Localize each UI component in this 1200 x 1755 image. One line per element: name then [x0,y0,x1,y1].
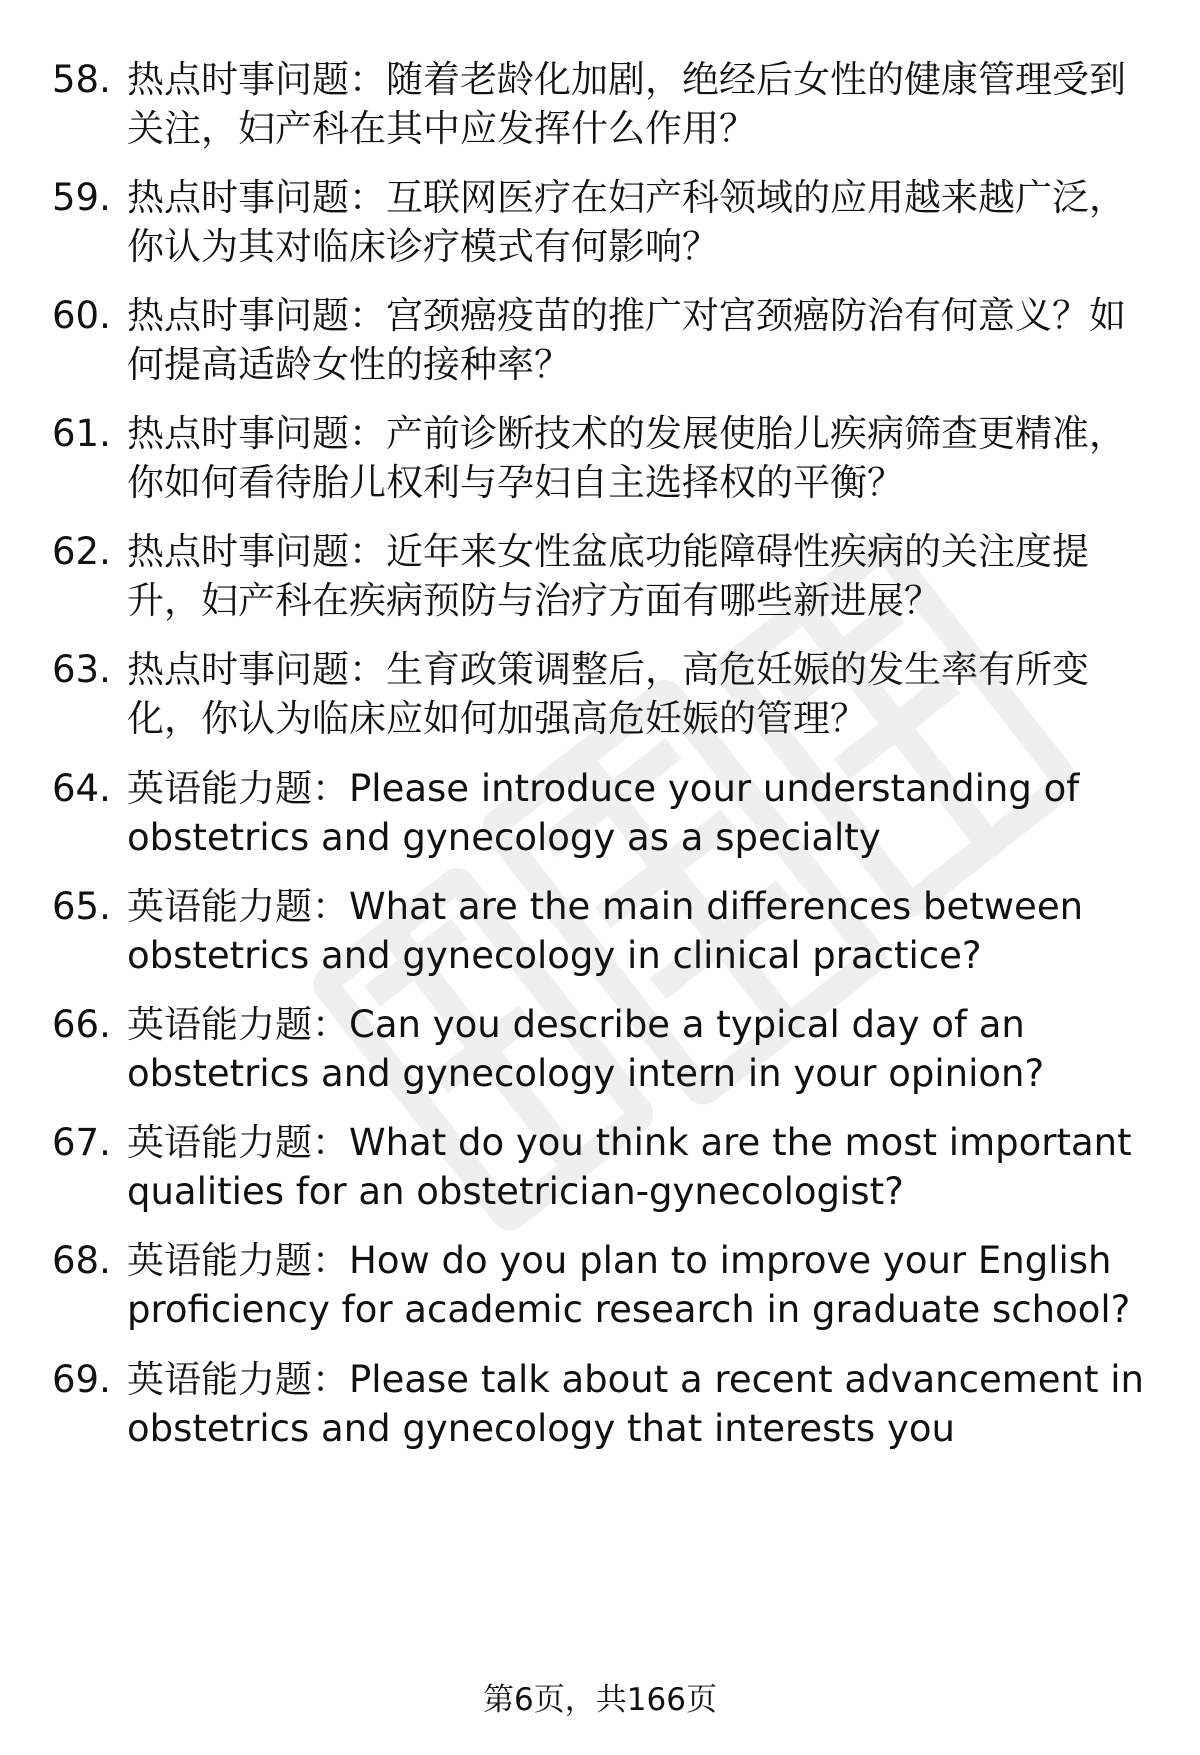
question-number: 64. [52,767,111,810]
question-text: 英语能力题：Please introduce your understanding of obstetrics and gynecology as a specialty [127,767,1080,859]
question-number: 66. [52,1003,111,1046]
question-number: 69. [52,1358,111,1401]
question-item-61 [52,409,1152,507]
question-text: 英语能力题：Can you describe a typical day of an obstetrics and gynecology intern in your opinion? [127,1003,1045,1095]
question-text: 热点时事问题：生育政策调整后，高危妊娠的发生率有所变化，你认为临床应如何加强高危妊娠的管理？ [127,648,1089,740]
question-number: 67. [52,1121,111,1164]
question-item-62 [52,527,1152,625]
question-number: 59. [52,176,111,219]
question-text: 英语能力题：Please talk about a recent advancement in obstetrics and gynecology that interests you [127,1358,1144,1450]
question-text: 热点时事问题：互联网医疗在妇产科领域的应用越来越广泛，你认为其对临床诊疗模式有何影响？ [127,176,1126,268]
question-item-63 [52,645,1152,743]
question-item-59 [52,173,1152,271]
page-number-footer: 第6页，共166页 [483,1682,717,1718]
question-item-65 [52,882,1152,980]
question-item-64 [52,764,1152,862]
question-item-68 [52,1236,1152,1334]
question-number: 63. [52,648,111,691]
question-item-58 [52,55,1152,153]
question-text: 热点时事问题：产前诊断技术的发展使胎儿疾病筛查更精准，你如何看待胎儿权利与孕妇自主选择权的平衡？ [127,412,1126,504]
question-item-60 [52,291,1152,389]
question-text: 英语能力题：How do you plan to improve your English proficiency for academic research in graduate school? [127,1239,1131,1331]
question-number: 60. [52,294,111,337]
question-number: 61. [52,412,111,455]
question-number: 68. [52,1239,111,1282]
question-text: 英语能力题：What are the main differences between obstetrics and gynecology in clinical practice? [127,885,1084,977]
question-text: 热点时事问题：随着老龄化加剧，绝经后女性的健康管理受到关注，妇产科在其中应发挥什么作用？ [127,58,1126,150]
question-number: 58. [52,58,111,101]
question-text: 英语能力题：What do you think are the most important qualities for an obstetrician-gynecologist? [127,1121,1132,1213]
question-item-66 [52,1000,1152,1098]
question-number: 62. [52,530,111,573]
question-text: 热点时事问题：宫颈癌疫苗的推广对宫颈癌防治有何意义？如何提高适龄女性的接种率？ [127,294,1126,386]
question-item-67 [52,1118,1152,1216]
question-text: 热点时事问题：近年来女性盆底功能障碍性疾病的关注度提升，妇产科在疾病预防与治疗方面有哪些新进展？ [127,530,1089,622]
question-item-69 [52,1355,1152,1453]
question-number: 65. [52,885,111,928]
